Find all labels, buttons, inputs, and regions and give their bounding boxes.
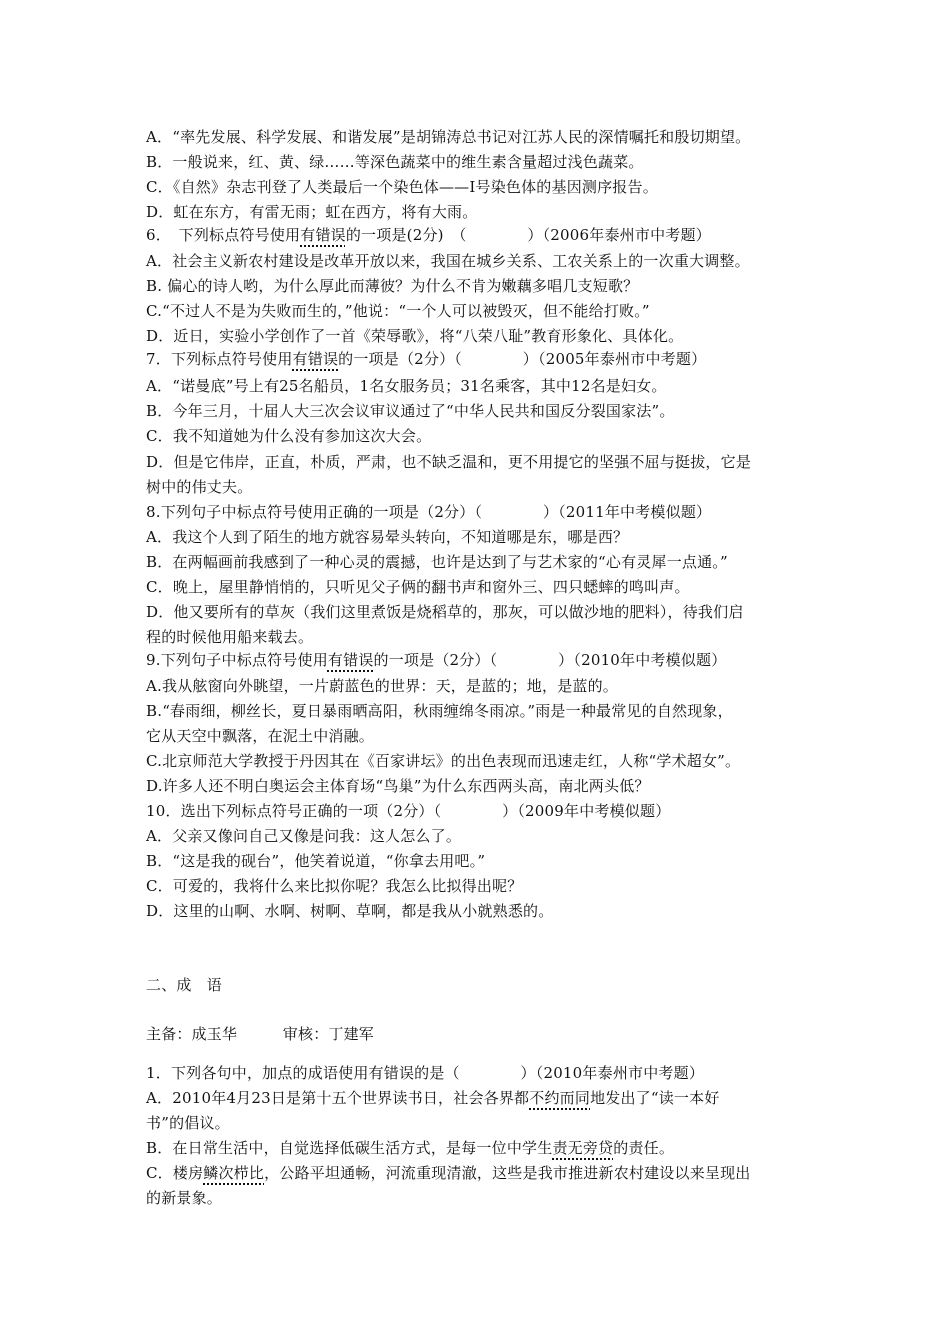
q5-option-a: A．“率先发展、科学发展、和谐发展”是胡锦涛总书记对江苏人民的深情嘱托和殷切期望。	[146, 128, 751, 146]
section-credits: 主备：成玉华 审核：丁建军	[146, 1025, 375, 1043]
idiom-a-dotted: 不约而同	[529, 1089, 591, 1107]
idiom-a-pre: A．2010年4月23日是第十五个世界读书日，社会各界都	[146, 1089, 530, 1107]
q6-prefix: 6． 下列标点符号使用	[146, 226, 301, 244]
q10-option-a: A．父亲又像问自己又像是问我：这人怎么了。	[146, 827, 462, 845]
q5-option-b: B．一般说来，红、黄、绿……等深色蔬菜中的维生素含量超过浅色蔬菜。	[146, 153, 644, 171]
q6-title	[146, 225, 711, 245]
q6-suffix: 的一项是(2分) （ ）（2006年泰州市中考题）	[345, 226, 711, 244]
q7-prefix: 7．下列标点符号使用	[146, 350, 293, 368]
idiom-q1-option-c-cont: 的新景象。	[146, 1189, 223, 1207]
q10-option-d: D．这里的山啊、水啊、树啊、草啊，都是我从小就熟悉的。	[146, 902, 554, 920]
q8-option-d: D．他又要所有的草灰（我们这里煮饭是烧稻草的，那灰，可以做沙地的肥料），待我们启	[146, 603, 744, 621]
q9-option-b-cont: 它从天空中飘落，在泥土中消融。	[146, 727, 375, 745]
idiom-b-pre: B．在日常生活中，自觉选择低碳生活方式，是每一位中学生	[146, 1139, 553, 1157]
section-title-idioms: 二、成 语	[146, 976, 223, 994]
idiom-b-dotted: 责无旁贷	[552, 1139, 614, 1157]
q7-option-b: B．今年三月，十届人大三次会议审议通过了“中华人民共和国反分裂国家法”。	[146, 402, 675, 420]
q5-option-d: D．虹在东方，有雷无雨；虹在西方，将有大雨。	[146, 203, 478, 221]
idiom-q1-option-a-cont: 书”的倡议。	[146, 1114, 230, 1132]
q7-option-d: D．但是它伟岸，正直，朴质，严肃，也不缺乏温和，更不用提它的坚强不屈与挺拔，它是	[146, 453, 752, 471]
q9-option-a: A.我从舷窗向外眺望，一片蔚蓝色的世界：天，是蓝的；地，是蓝的。	[146, 677, 619, 695]
q6-option-b: B. 偏心的诗人哟，为什么厚此而薄彼？为什么不肯为嫩藕多唱几支短歌？	[146, 277, 639, 295]
q7-option-a: A．“诺曼底”号上有25名船员，1名女服务员；31名乘客，其中12名是妇女。	[146, 377, 667, 395]
q6-option-d: D．近日，实验小学创作了一首《荣辱歌》，将“八荣八耻”教育形象化、具体化。	[146, 327, 684, 345]
q7-emphasis: 有错误	[292, 350, 339, 368]
q7-option-c: C．我不知道她为什么没有参加这次大会。	[146, 427, 432, 445]
q7-title	[146, 349, 706, 369]
idiom-c-dotted: 鳞次栉比	[203, 1164, 265, 1182]
q10-option-c: C．可爱的，我将什么来比拟你呢？我怎么比拟得出呢？	[146, 877, 523, 895]
q6-option-c: C.“不过人不是为失败而生的，”他说：“一个人可以被毁灭，但不能给打败。”	[146, 302, 650, 320]
q8-option-b: B．在两幅画前我感到了一种心灵的震撼，也许是达到了与艺术家的“心有灵犀一点通。”	[146, 553, 728, 571]
q9-option-b: B.“春雨细，柳丝长，夏日暴雨晒高阳，秋雨缠绵冬雨凉。”雨是一种最常见的自然现象，	[146, 702, 733, 720]
q8-option-d-cont: 程的时候他用船来载去。	[146, 628, 314, 646]
q6-option-a: A．社会主义新农村建设是改革开放以来，我国在城乡关系、工农关系上的一次重大调整。	[146, 252, 750, 270]
idiom-c-post: ，公路平坦通畅，河流重现清澈，这些是我市推进新农村建设以来呈现出	[264, 1164, 751, 1182]
idiom-q1-option-a	[146, 1088, 720, 1108]
idiom-b-post: 的责任。	[613, 1139, 675, 1157]
q9-option-d: D.许多人还不明白奥运会主体育场“鸟巢”为什么东西两头高，南北两头低？	[146, 777, 650, 795]
q9-option-c: C.北京师范大学教授于丹因其在《百家讲坛》的出色表现而迅速走红，人称“学术超女”。	[146, 752, 741, 770]
q10-title: 10．选出下列标点符号正确的一项（2分）（ ）（2009年中考模似题）	[146, 802, 671, 820]
q7-option-d-cont: 树中的伟丈夫。	[146, 478, 253, 496]
q8-option-a: A．我这个人到了陌生的地方就容易晕头转向，不知道哪是东，哪是西？	[146, 528, 629, 546]
q6-emphasis: 有错误	[300, 226, 346, 244]
idiom-q1-option-b	[146, 1138, 674, 1158]
q9-title	[146, 650, 726, 670]
q5-option-c: C．《自然》杂志刊登了人类最后一个染色体——Ⅰ号染色体的基因测序报告。	[146, 178, 658, 196]
q10-option-b: B．“这是我的砚台”，他笑着说道，“你拿去用吧。”	[146, 852, 486, 870]
q9-suffix: 的一项是（2分）（ ）（2010年中考模似题）	[373, 651, 727, 669]
idiom-q1-title: 1．下列各句中，加点的成语使用有错误的是（ ）（2010年泰州市中考题）	[146, 1064, 705, 1082]
q8-option-c: C．晚上，屋里静悄悄的，只听见父子俩的翻书声和窗外三、四只蟋蟀的鸣叫声。	[146, 578, 690, 596]
q8-title: 8.下列句子中标点符号使用正确的一项是（2分）（ ）（2011年中考模似题）	[146, 503, 712, 521]
q9-emphasis: 有错误	[327, 651, 374, 669]
q7-suffix: 的一项是（2分）（ ）（2005年泰州市中考题）	[338, 350, 707, 368]
q9-prefix: 9.下列句子中标点符号使用	[146, 651, 328, 669]
idiom-q1-option-c	[146, 1163, 751, 1183]
idiom-a-post: 地发出了“读一本好	[590, 1089, 720, 1107]
idiom-c-pre: C．楼房	[146, 1164, 204, 1182]
